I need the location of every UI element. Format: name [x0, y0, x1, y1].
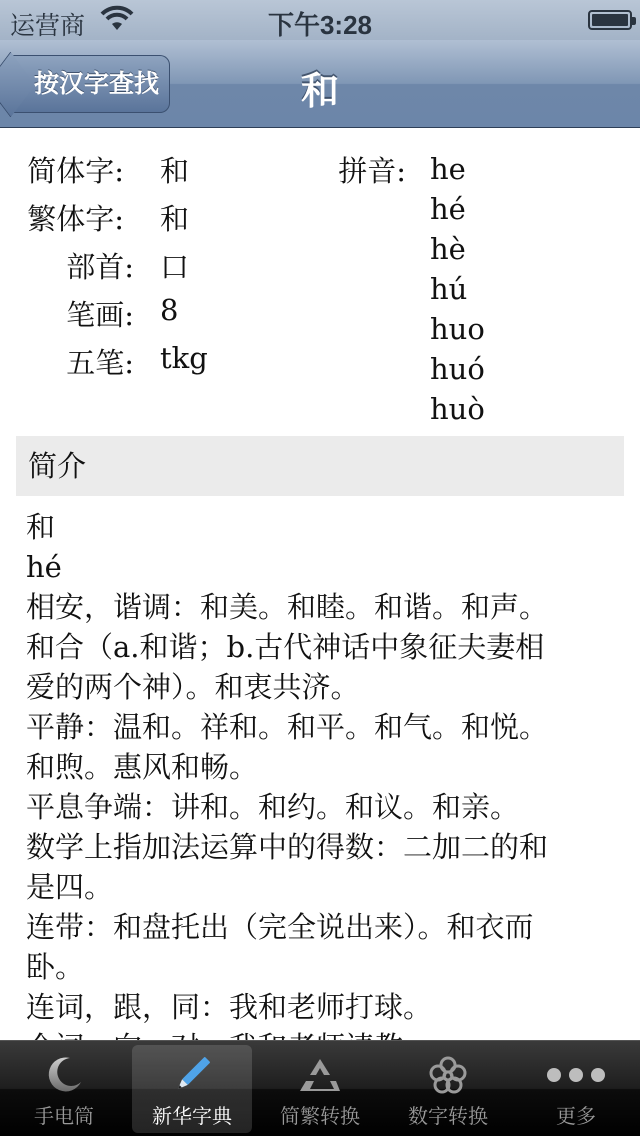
pencil-icon — [172, 1055, 212, 1095]
tab-bar — [0, 1040, 640, 1136]
carrier-label: 运营商 — [10, 12, 86, 40]
intro-line: 相安，谐调：和美。和睦。和谐。和声。 — [26, 590, 549, 624]
intro-line: 和煦。惠风和畅。 — [26, 750, 259, 784]
battery-icon — [588, 10, 632, 30]
moon-icon — [44, 1055, 84, 1095]
radical-label: 部首: — [66, 250, 134, 284]
pinyin-item: huó — [430, 352, 485, 386]
pinyin-item: hè — [430, 232, 466, 266]
intro-line: hé — [26, 550, 62, 584]
intro-line: 连词，跟，同：我和老师打球。 — [26, 990, 433, 1024]
intro-line: 平息争端：讲和。和约。和议。和亲。 — [26, 790, 520, 824]
intro-line: 卧。 — [26, 950, 85, 984]
traditional-value: 和 — [160, 202, 190, 236]
tab-dictionary[interactable] — [132, 1045, 252, 1133]
simplified-label: 简体字: — [27, 154, 124, 188]
page-title: 和 — [300, 71, 339, 113]
intro-line: 连带：和盘托出（完全说出来）。和衣而 — [26, 910, 534, 944]
strokes-label: 笔画: — [66, 298, 134, 332]
tab-simplified-traditional[interactable] — [260, 1045, 380, 1133]
pinyin-item: huo — [430, 312, 485, 346]
traditional-label: 繁体字: — [27, 202, 124, 236]
intro-line: 和 — [26, 510, 56, 544]
tab-label: 手电筒 — [34, 1106, 94, 1128]
strokes-value: 8 — [160, 293, 179, 327]
tab-label: 数字转换 — [408, 1106, 488, 1128]
pinyin-item: hú — [430, 272, 468, 306]
tab-more[interactable] — [516, 1045, 636, 1133]
intro-line: 是四。 — [26, 870, 114, 904]
intro-line: 平静：温和。祥和。和平。和气。和悦。 — [26, 710, 549, 744]
tab-label: 简繁转换 — [280, 1106, 360, 1128]
flower-icon — [428, 1055, 468, 1095]
section-header-intro: 简介 — [16, 436, 624, 496]
back-button-label: 按汉字查找 — [34, 70, 160, 98]
nav-bar — [0, 40, 640, 128]
radical-value: 口 — [160, 250, 190, 284]
intro-line: 数学上指加法运算中的得数：二加二的和 — [26, 830, 549, 864]
recycle-icon — [300, 1055, 340, 1095]
more-dots-icon — [556, 1055, 596, 1095]
wubi-value: tkg — [160, 341, 208, 375]
intro-line: 爱的两个神）。和衷共济。 — [26, 670, 360, 704]
pinyin-list — [430, 149, 485, 429]
status-bar — [0, 0, 640, 40]
tab-flashlight[interactable] — [4, 1045, 124, 1133]
tab-label: 更多 — [556, 1106, 596, 1128]
status-time: 下午3:28 — [267, 10, 373, 40]
simplified-value: 和 — [160, 154, 190, 188]
pinyin-item: he — [430, 152, 466, 186]
pinyin-item: hé — [430, 192, 466, 226]
wubi-label: 五笔: — [66, 346, 134, 380]
tab-number-convert[interactable] — [388, 1045, 508, 1133]
intro-line: 和合（a.和谐；b.古代神话中象征夫妻相 — [26, 630, 545, 664]
pinyin-label: 拼音: — [338, 154, 406, 188]
content-scroll-area[interactable] — [0, 129, 640, 1040]
intro-text — [26, 507, 616, 1067]
pinyin-item: huò — [430, 392, 485, 426]
tab-label: 新华字典 — [152, 1106, 232, 1128]
